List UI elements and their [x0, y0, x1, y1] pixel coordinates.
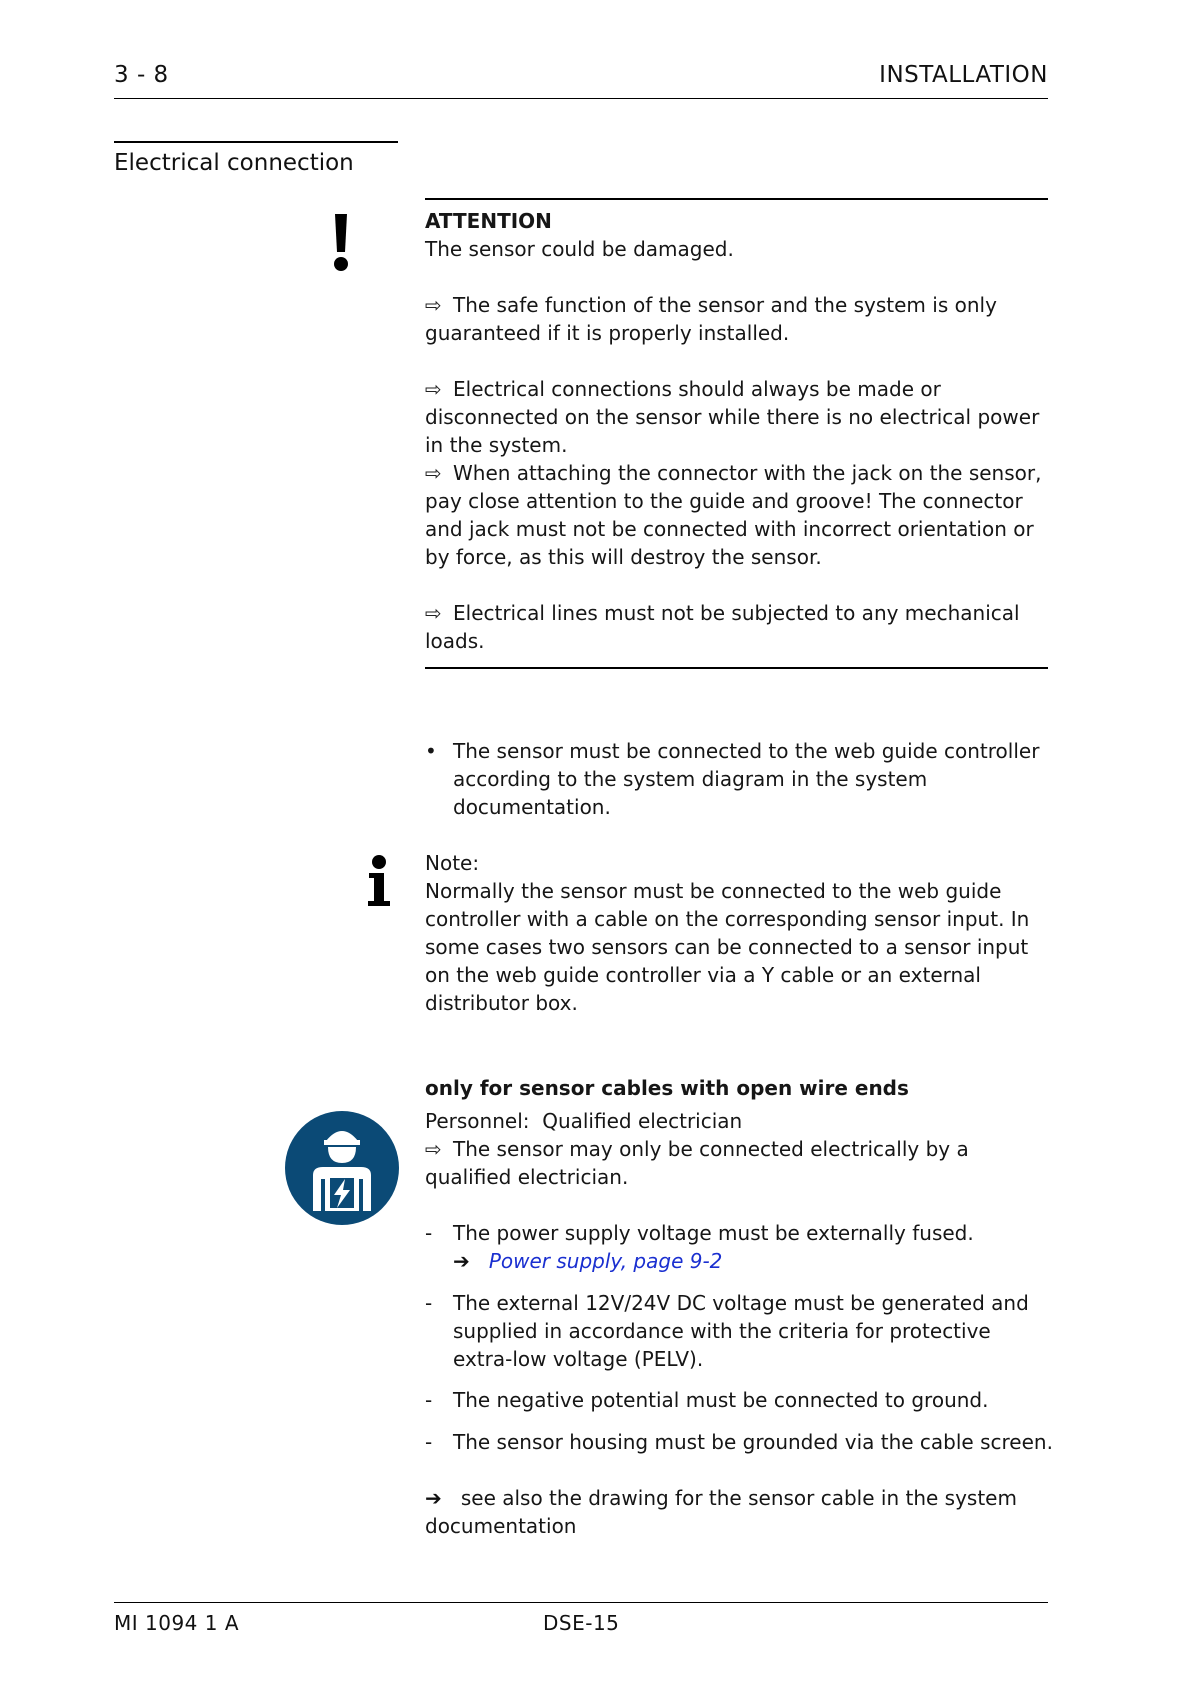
personnel-line	[425, 1107, 1051, 1135]
reference-arrow-icon: ➔	[453, 1249, 470, 1273]
open-wire-heading: only for sensor cables with open wire ends	[425, 1076, 909, 1100]
attention-top-rule	[425, 198, 1048, 200]
qualified-electrician-icon	[285, 1111, 399, 1225]
list-item: - The sensor housing must be grounded via the cable screen.	[425, 1430, 1053, 1454]
open-arrow-icon: ⇨	[425, 461, 442, 485]
dash-icon: -	[425, 1430, 433, 1454]
page-number: 3 - 8	[114, 62, 169, 88]
bullet-icon: •	[425, 739, 437, 763]
open-arrow-icon: ⇨	[425, 293, 442, 317]
personnel-label: Personnel:	[425, 1109, 530, 1133]
attention-bottom-rule	[425, 667, 1048, 669]
power-supply-link[interactable]: Power supply, page 9-2	[488, 1249, 723, 1273]
list-item: - The external 12V/24V DC voltage must be generated and supplied in accordance with the criteria for protective extra-low voltage (PELV).	[425, 1291, 1029, 1371]
header-rule	[114, 98, 1048, 99]
personnel-value: Qualified electrician	[542, 1109, 743, 1133]
note-heading: Note:	[425, 851, 480, 875]
list-item: • The sensor must be connected to the web guide controller according to the system diagram in the system documentation.	[425, 739, 1040, 819]
attention-item: ⇨ When attaching the connector with the jack on the sensor, pay close attention to the guide and groove! The connector and jack must not be connected with incorrect orientation or by force, as this will destroy the sensor.	[425, 461, 1042, 569]
exclamation-icon	[333, 212, 349, 272]
dash-icon: -	[425, 1291, 433, 1315]
reference-arrow-icon: ➔	[425, 1486, 442, 1510]
open-arrow-icon: ⇨	[425, 1137, 442, 1161]
attention-heading: ATTENTION	[425, 209, 552, 233]
see-also: ➔ see also the drawing for the sensor cable in the system documentation	[425, 1486, 1017, 1538]
footer-model: DSE-15	[543, 1611, 620, 1635]
attention-item: ⇨ Electrical connections should always be made or disconnected on the sensor while there is no electrical power in the system.	[425, 377, 1040, 457]
attention-item: ⇨ The safe function of the sensor and the system is only guaranteed if it is properly installed.	[425, 293, 997, 345]
chapter-title: INSTALLATION	[879, 62, 1048, 88]
attention-item: ⇨ Electrical lines must not be subjected to any mechanical loads.	[425, 601, 1020, 653]
note-text: Normally the sensor must be connected to the web guide controller with a cable on the corresponding sensor input. In some cases two sensors can be connected to a sensor input on the web guide controller via a Y cable or an external distributor box.	[425, 879, 1030, 1015]
section-title: Electrical connection	[114, 150, 354, 176]
cross-reference	[453, 1247, 1013, 1275]
attention-subtitle: The sensor could be damaged.	[425, 237, 734, 261]
list-item: - The power supply voltage must be externally fused.	[425, 1221, 974, 1245]
info-icon	[365, 855, 393, 907]
footer-doc-id: MI 1094 1 A	[114, 1611, 240, 1635]
section-title-rule	[114, 141, 398, 143]
list-item: - The negative potential must be connected to ground.	[425, 1388, 989, 1412]
electrician-instruction: ⇨ The sensor may only be connected electrically by a qualified electrician.	[425, 1137, 969, 1189]
dash-icon: -	[425, 1221, 433, 1245]
dash-icon: -	[425, 1388, 433, 1412]
footer-rule	[114, 1602, 1048, 1603]
open-arrow-icon: ⇨	[425, 601, 442, 625]
open-arrow-icon: ⇨	[425, 377, 442, 401]
